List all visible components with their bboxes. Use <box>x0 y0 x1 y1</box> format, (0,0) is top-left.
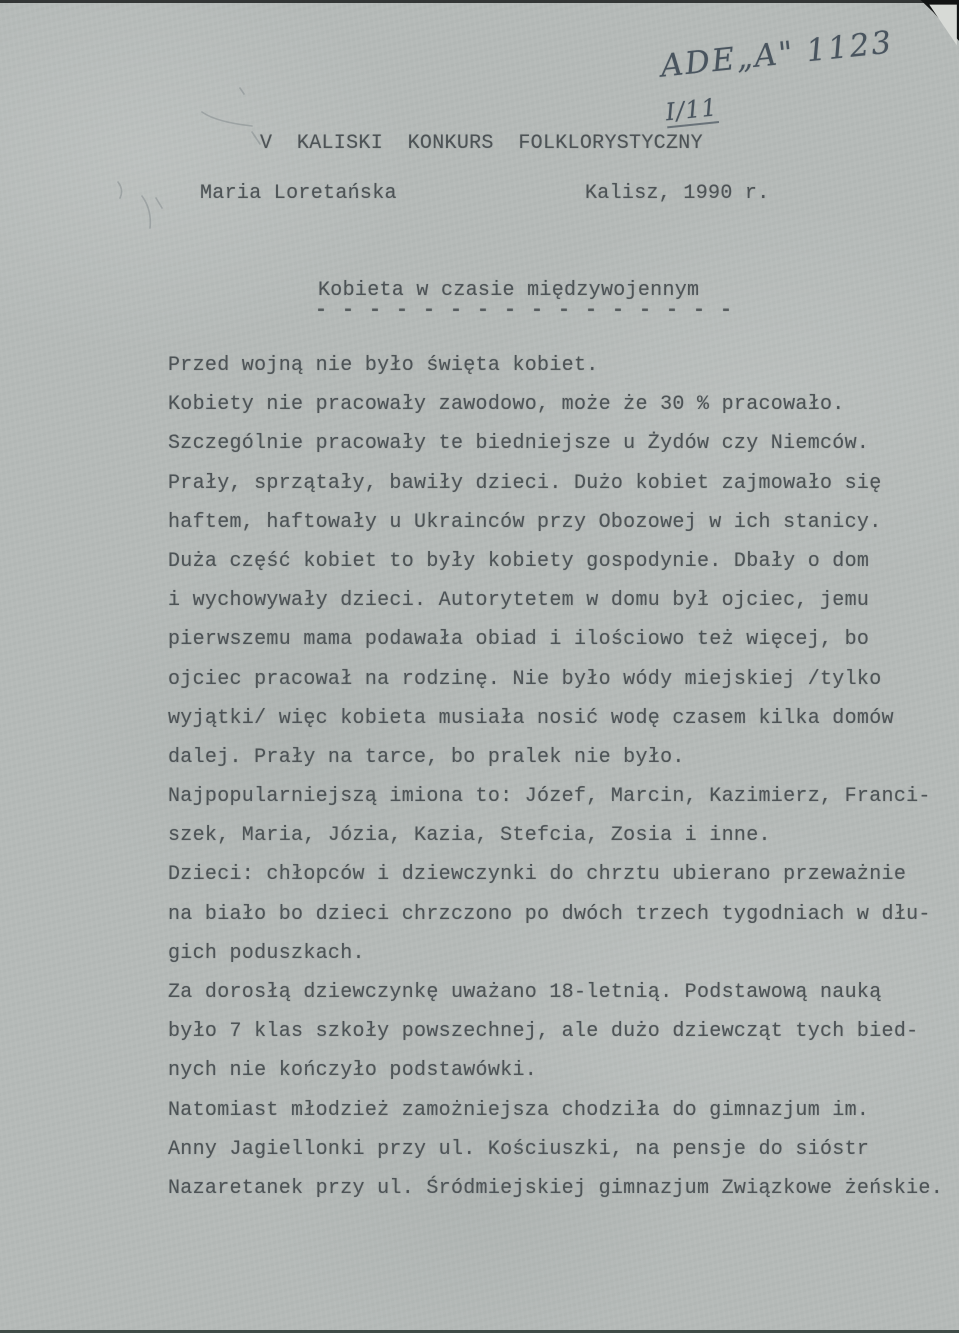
section-subtitle: Kobieta w czasie międzywojennym <box>318 279 700 302</box>
body-line: Nazaretanek przy ul. Śródmiejskiej gimnazjum Związkowe żeńskie. <box>168 1176 944 1200</box>
body-line: Najpopularniejszą imiona to: Józef, Marcin, Kazimierz, Franci- <box>168 785 931 809</box>
body-line: nych nie kończyło podstawówki. <box>168 1059 538 1083</box>
body-line: Szczególnie pracowały te biedniejsze u Żydów czy Niemców. <box>168 432 870 456</box>
body-line: Anny Jagiellonki przy ul. Kościuszki, na pensje do sióstr <box>168 1137 870 1161</box>
body-line: szek, Maria, Józia, Kazia, Stefcia, Zosia i inne. <box>168 824 771 848</box>
body-line: było 7 klas szkoły powszechnej, ale dużo dziewcząt tych bied- <box>168 1020 919 1044</box>
subtitle-dashed-underline: - - - - - - - - - - - - - - - - <box>315 299 734 322</box>
body-line: Kobiety nie pracowały zawodowo, może że 30 % pracowało. <box>168 393 845 417</box>
body-text <box>168 346 948 1208</box>
body-line: Dzieci: chłopców i dziewczynki do chrztu ubierano przeważnie <box>168 863 907 887</box>
document-title: V KALISKI KONKURS FOLKLORYSTYCZNY <box>260 132 703 155</box>
author-name: Maria Loretańska <box>200 182 397 205</box>
body-line: dalej. Prały na tarce, bo pralek nie było. <box>168 745 685 769</box>
body-line: na biało bo dzieci chrzczono po dwóch trzech tygodniach w dłu- <box>168 902 931 926</box>
archive-number-fraction: I/11 <box>664 93 719 127</box>
body-line: Natomiast młodzież zamożniejsza chodziła do gimnazjum im. <box>168 1098 870 1122</box>
body-line: Przed wojną nie było święta kobiet. <box>168 354 599 377</box>
body-line: pierwszemu mama podawała obiad i ilościowo też więcej, bo <box>168 628 870 652</box>
body-line: Za dorosłą dziewczynkę uważano 18-letnią. Podstawową nauką <box>168 981 882 1004</box>
faint-pencil-scribble <box>90 70 290 240</box>
archive-number-text: ADE„A" 1123 <box>659 24 895 85</box>
scan-edge-top <box>0 0 959 3</box>
body-line: wyjątki/ więc kobieta musiała nosić wodę czasem kilka domów <box>168 706 894 730</box>
archive-number-annotation <box>659 20 945 127</box>
body-line: Prały, sprzątały, bawiły dzieci. Dużo kobiet zajmowało się <box>168 471 882 495</box>
place-and-date: Kalisz, 1990 r. <box>585 182 770 205</box>
body-line: ojciec pracował na rodzinę. Nie było wódy miejskiej /tylko <box>168 667 882 691</box>
body-line: gich poduszkach. <box>168 941 365 965</box>
body-line: haftem, haftowały u Ukrainców przy Obozowej w ich stanicy. <box>168 510 882 534</box>
body-line: i wychowywały dzieci. Autorytetem w domu był ojciec, jemu <box>168 589 870 613</box>
body-line: Duża część kobiet to były kobiety gospodynie. Dbały o dom <box>168 549 870 573</box>
